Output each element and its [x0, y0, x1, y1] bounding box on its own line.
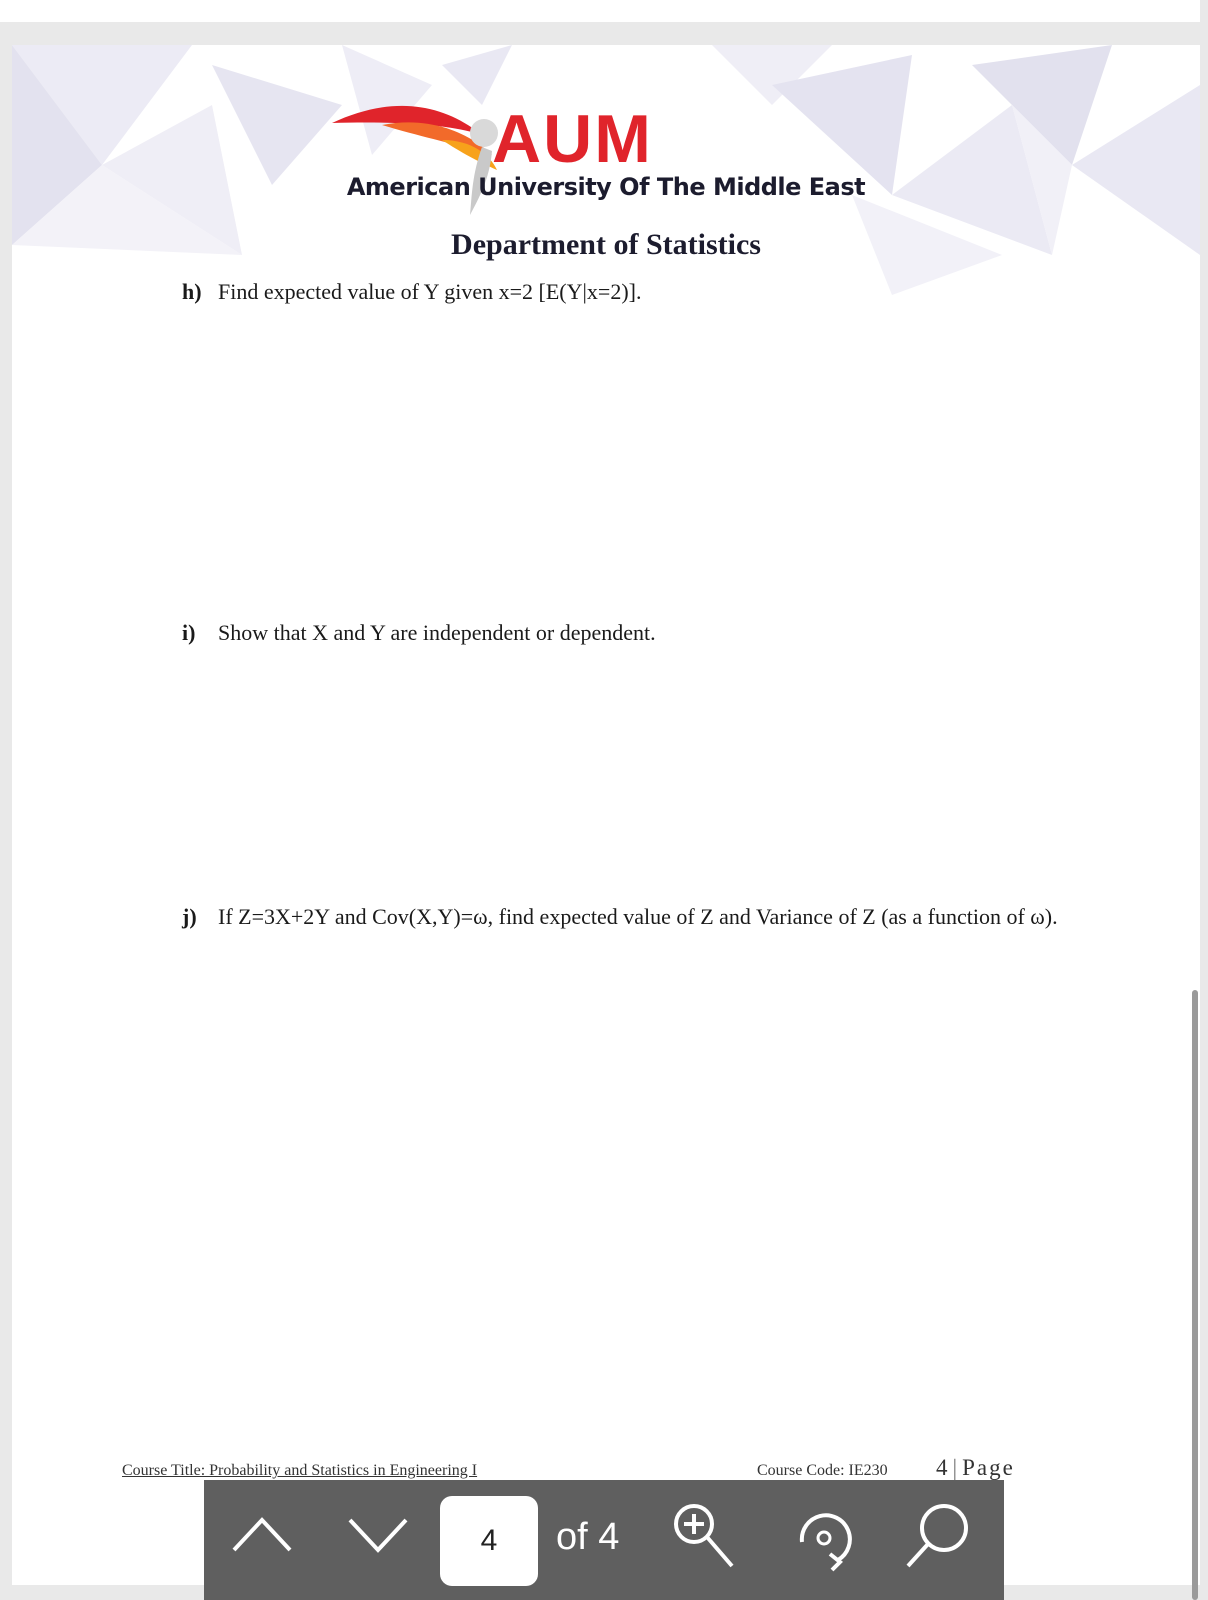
page-number: 4: [936, 1455, 950, 1480]
previous-page-button[interactable]: [230, 1510, 294, 1559]
question-text: If Z=3X+2Y and Cov(X,Y)=ω, find expected value of Z and Variance of Z (as a function of ω).: [218, 904, 1058, 929]
zoom-button[interactable]: [670, 1500, 740, 1579]
question-text: Find expected value of Y given x=2 [E(Y|x=2)].: [218, 279, 642, 304]
question-i: [182, 618, 1062, 647]
pdf-toolbar: [204, 1480, 1004, 1600]
search-button[interactable]: [904, 1500, 974, 1579]
page-number-input[interactable]: 4: [440, 1496, 538, 1586]
zoom-in-icon: [670, 1500, 740, 1574]
question-h: [182, 277, 1062, 306]
question-letter: h): [182, 279, 202, 304]
question-letter: i): [182, 620, 196, 645]
top-strip: [0, 0, 1200, 22]
course-title: Course Title: Probability and Statistics in Engineering I: [122, 1462, 478, 1479]
chevron-down-icon: [346, 1514, 410, 1558]
course-code: Course Code: IE230: [757, 1462, 888, 1479]
page-footer-number: 4 | Page: [936, 1455, 1015, 1480]
question-text: Show that X and Y are independent or dependent.: [218, 620, 656, 645]
rotate-icon: [790, 1502, 860, 1576]
rotate-button[interactable]: [790, 1502, 860, 1581]
vertical-scrollbar[interactable]: [1192, 990, 1198, 1600]
search-icon: [904, 1500, 974, 1574]
chevron-up-icon: [230, 1510, 294, 1554]
question-j: [182, 902, 1062, 931]
logo-text: AUM: [492, 101, 653, 177]
document-page: [12, 45, 1200, 1585]
university-name: American University Of The Middle East: [346, 173, 866, 201]
department-title: Department of Statistics: [451, 228, 761, 261]
page-word: Page: [962, 1455, 1015, 1480]
total-pages-label: of 4: [556, 1516, 620, 1558]
question-letter: j): [182, 904, 197, 929]
next-page-button[interactable]: [346, 1514, 410, 1563]
